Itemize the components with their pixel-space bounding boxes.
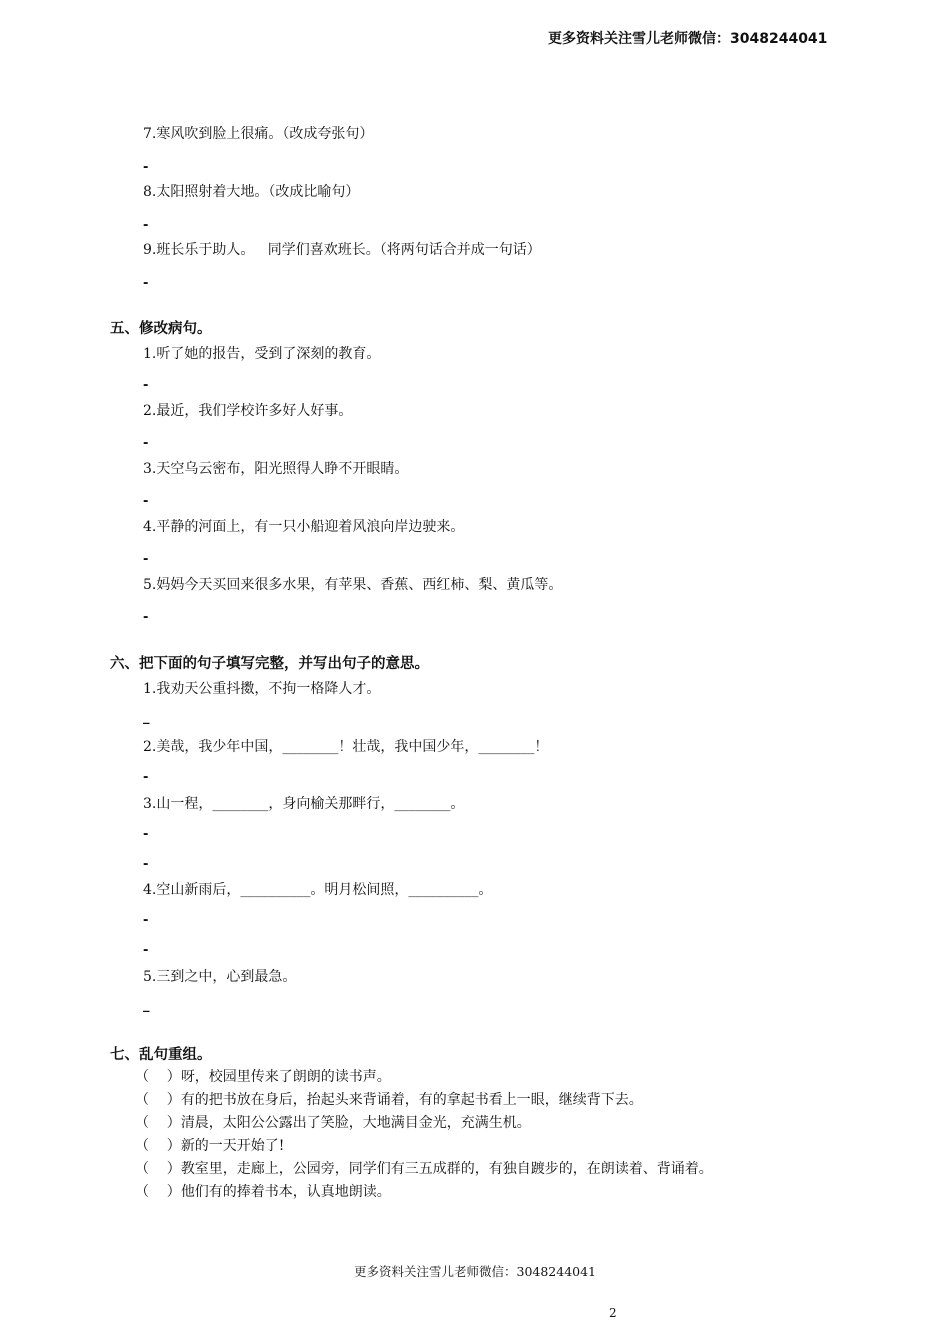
answer-line: - bbox=[143, 494, 149, 509]
question-text: 5.妈妈今天买回来很多水果，有苹果、香蕉、西红柿、梨、黄瓜等。 bbox=[143, 577, 563, 593]
sentence-text: 呀，校园里传来了朗朗的读书声。 bbox=[180, 1069, 391, 1085]
answer-line: - bbox=[143, 943, 149, 958]
question-text: 8.太阳照射着大地。（改成比喻句） bbox=[143, 184, 360, 200]
page-footer: 更多资料关注雪儿老师微信：3048244041 bbox=[353, 1264, 597, 1279]
question-text: 2.美哉，我少年中国，________！壮哉，我中国少年，________！ bbox=[143, 739, 549, 755]
reorder-item bbox=[135, 1181, 391, 1201]
reorder-item bbox=[135, 1066, 391, 1086]
order-bracket: （ ） bbox=[135, 1184, 181, 1200]
answer-line: - bbox=[143, 160, 149, 175]
question-text: 5.三到之中，心到最急。 bbox=[143, 969, 297, 985]
question-text: 3.天空乌云密布，阳光照得人睁不开眼睛。 bbox=[143, 461, 409, 477]
answer-line: - bbox=[143, 827, 149, 842]
reorder-item bbox=[135, 1089, 643, 1109]
reorder-item bbox=[135, 1135, 284, 1155]
question-text: 3.山一程，________，身向榆关那畔行，________。 bbox=[143, 796, 465, 812]
page-number: 2 bbox=[609, 1306, 617, 1320]
sentence-text: 他们有的捧着书本，认真地朗读。 bbox=[180, 1184, 391, 1200]
answer-line: - bbox=[143, 770, 149, 785]
order-bracket: （ ） bbox=[135, 1069, 181, 1085]
answer-line: - bbox=[143, 552, 149, 567]
sentence-text: 清晨，太阳公公露出了笑脸，大地满目金光，充满生机。 bbox=[180, 1115, 531, 1131]
question-text: 7.寒风吹到脸上很痛。（改成夸张句） bbox=[143, 126, 374, 142]
sentence-text: 有的把书放在身后，抬起头来背诵着，有的拿起书看上一眼，继续背下去。 bbox=[180, 1092, 643, 1108]
section-title: 五、修改病句。 bbox=[110, 321, 212, 337]
sentence-text: 教室里，走廊上，公园旁，同学们有三五成群的，有独自踱步的，在朗读着、背诵着。 bbox=[180, 1161, 713, 1177]
question-text: 4.平静的河面上，有一只小船迎着风浪向岸边驶来。 bbox=[143, 519, 465, 535]
answer-line: - bbox=[143, 913, 149, 928]
order-bracket: （ ） bbox=[135, 1115, 181, 1131]
answer-line: - bbox=[143, 857, 149, 872]
order-bracket: （ ） bbox=[135, 1092, 181, 1108]
sentence-text: 新的一天开始了! bbox=[180, 1138, 285, 1154]
order-bracket: （ ） bbox=[135, 1138, 181, 1154]
order-bracket: （ ） bbox=[135, 1161, 181, 1177]
answer-line: - bbox=[143, 218, 149, 233]
reorder-item bbox=[135, 1158, 713, 1178]
question-text: 1.听了她的报告，受到了深刻的教育。 bbox=[143, 346, 381, 362]
question-text: 9.班长乐于助人。 同学们喜欢班长。（将两句话合并成一句话） bbox=[143, 242, 541, 258]
reorder-item bbox=[135, 1112, 531, 1132]
section-title: 七、乱句重组。 bbox=[110, 1047, 212, 1063]
section-title: 六、把下面的句子填写完整，并写出句子的意思。 bbox=[110, 656, 429, 672]
page-header: 更多资料关注雪儿老师微信：3048244041 bbox=[548, 31, 828, 47]
question-text: 4.空山新雨后，__________。明月松间照，__________。 bbox=[143, 882, 493, 898]
answer-line: - bbox=[143, 276, 149, 291]
answer-line: _ bbox=[143, 710, 150, 725]
question-text: 2.最近，我们学校许多好人好事。 bbox=[143, 403, 353, 419]
answer-line: - bbox=[143, 436, 149, 451]
answer-line: - bbox=[143, 610, 149, 625]
answer-line: _ bbox=[143, 998, 150, 1013]
answer-line: - bbox=[143, 378, 149, 393]
question-text: 1.我劝天公重抖擞，不拘一格降人才。 bbox=[143, 681, 381, 697]
